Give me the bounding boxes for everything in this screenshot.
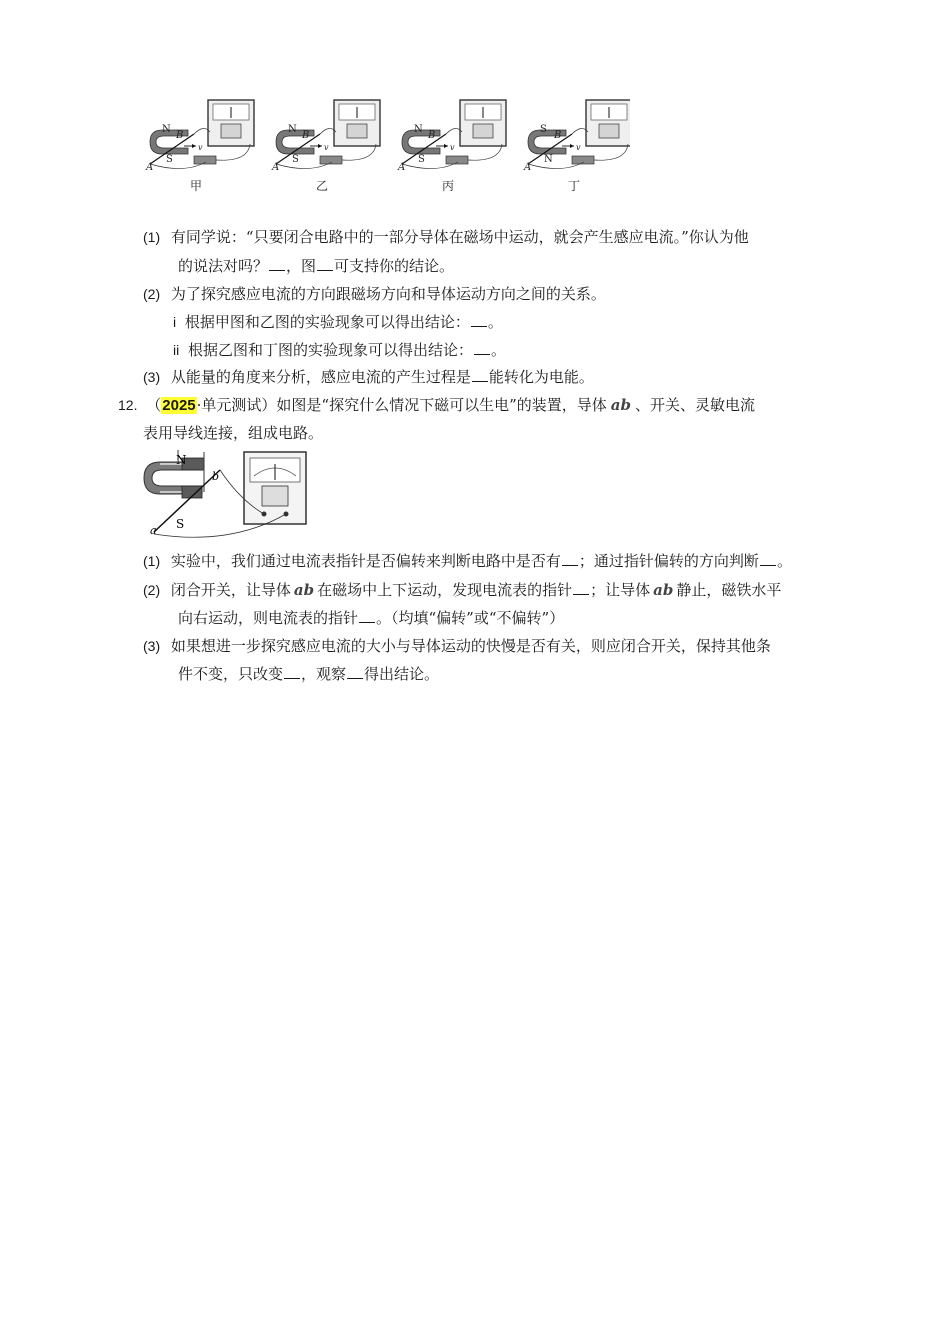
q12-rest1: 、开关、灵敏电流 (634, 396, 755, 414)
q12-part2-text-a: 闭合开关，让导体 (170, 581, 291, 599)
answer-blank[interactable] (474, 340, 490, 355)
answer-blank[interactable] (359, 608, 375, 623)
q12-part2-num: (2) (143, 582, 161, 598)
conductor-end-b-label: B (554, 130, 562, 141)
velocity-arrowhead (318, 144, 322, 148)
q12-part2-line2b: 。（均填“偏转”或“不偏转”） (376, 609, 565, 627)
conductor-end-b-label: B (428, 130, 436, 141)
q11-part2-text: 为了探究感应电流的方向跟磁场方向和导体运动方向之间的关系。 (170, 285, 606, 303)
velocity-arrowhead (192, 144, 196, 148)
magnet-top-pole-label: N (162, 124, 171, 135)
q12-source: ·单元测试）如图是“探究什么情况下磁可以生电”的装置，导体 (196, 396, 607, 414)
panel-label: 丁 (568, 179, 581, 193)
conductor-end-b-label: b (212, 470, 220, 483)
q11-part3-line (143, 367, 594, 387)
q12-part1-num: (1) (143, 553, 161, 569)
q11-part2-ii-text: 根据乙图和丁图的实验现象可以得出结论： (188, 341, 474, 359)
q11-part1-text1: 有同学说：“只要闭合电路中的一部分导体在磁场中运动，就会产生感应电流。”你认为他 (170, 228, 749, 246)
galvanometer-coil (347, 124, 367, 138)
magnet-bottom-pole-label: N (544, 154, 553, 165)
experiment-figure-top (140, 98, 630, 198)
q11-part1-text2c: 可支持你的结论。 (334, 257, 455, 275)
velocity-arrowhead (570, 144, 574, 148)
answer-blank[interactable] (760, 551, 776, 566)
magnet-n-label: N (176, 453, 187, 467)
q12-part3-line1 (143, 636, 771, 656)
q12-part3-line2b: ，观察 (301, 665, 347, 683)
velocity-label: v (576, 143, 581, 152)
q12-part3-line2a: 件不变，只改变 (178, 665, 284, 683)
velocity-label: v (450, 143, 455, 152)
q11-part2-line (143, 284, 606, 304)
q12-part1-text-b: ；通过指针偏转的方向判断 (578, 552, 759, 570)
q12-apparatus-figure (140, 450, 312, 540)
q12-part2-ab2: ab (653, 581, 674, 599)
q11-part3-num: (3) (143, 369, 161, 385)
galvanometer-coil (473, 124, 493, 138)
answer-blank[interactable] (269, 256, 285, 271)
q11-part1-line1 (143, 227, 749, 247)
q12-part2-text-c: ；让导体 (590, 581, 651, 599)
answer-blank[interactable] (284, 664, 300, 679)
q12-part2-ab: ab (293, 581, 315, 599)
q12-stem-line1 (118, 395, 755, 416)
q12-part2-line2a: 向右运动，则电流表的指针 (178, 609, 359, 627)
magnet-top-pole-label: S (540, 124, 547, 135)
q12-part2-line2 (178, 608, 564, 628)
q12-part1-text-c: 。 (776, 552, 792, 570)
conductor-end-a-label: a (150, 524, 157, 537)
conductor-end-b-label: B (302, 130, 310, 141)
panel-label: 乙 (316, 179, 329, 193)
q12-number: 12. (118, 397, 138, 413)
galvanometer-coil (599, 124, 619, 138)
panel-label: 甲 (190, 179, 203, 193)
q11-part2-ii-line (173, 340, 506, 360)
q12-open-paren: （ (146, 396, 162, 414)
panel-label: 丙 (442, 179, 455, 193)
velocity-label: v (198, 143, 203, 152)
magnet-bottom-pole-label: S (292, 154, 299, 165)
q12-part1-line (143, 551, 792, 571)
galvanometer-coil (221, 124, 241, 138)
q12-year-badge: 2025 (162, 397, 196, 414)
q12-part3-num: (3) (143, 638, 161, 654)
answer-blank[interactable] (472, 367, 488, 382)
answer-blank[interactable] (573, 580, 589, 595)
q12-part3-line2 (178, 664, 439, 684)
q11-part2-ii-num: ii (173, 342, 180, 358)
q12-stem-line2 (143, 423, 323, 443)
conductor-ab (154, 470, 220, 532)
q12-part2-line1 (143, 580, 781, 600)
magnet-bottom-pole-label: S (418, 154, 425, 165)
conductor-end-b-label: B (176, 130, 184, 141)
magnet-s-label: S (176, 517, 185, 531)
answer-blank[interactable] (347, 664, 363, 679)
q12-part1-text-a: 实验中，我们通过电流表指针是否偏转来判断电路中是否有 (170, 552, 561, 570)
q11-part1-num: (1) (143, 229, 161, 245)
velocity-label: v (324, 143, 329, 152)
q11-part2-num: (2) (143, 286, 161, 302)
conductor-end-a-label: A (272, 162, 280, 173)
experiment-figure-top-svg (140, 98, 630, 198)
magnet-bottom-pole-label: S (166, 154, 173, 165)
answer-blank[interactable] (562, 551, 578, 566)
answer-blank[interactable] (471, 312, 487, 327)
q11-part1-text2b: ，图 (286, 257, 317, 275)
q11-part2-i-end: 。 (487, 313, 503, 331)
magnet-top-pole-label: N (288, 124, 297, 135)
answer-blank[interactable] (317, 256, 333, 271)
q12-ab-symbol: ab (610, 396, 631, 414)
q12-part3-line2c: 得出结论。 (364, 665, 440, 683)
q11-part2-i-text: 根据甲图和乙图的实验现象可以得出结论： (184, 313, 470, 331)
q11-part3-text-a: 从能量的角度来分析，感应电流的产生过程是 (170, 368, 471, 386)
q11-part2-i-line (173, 312, 503, 332)
q12-part2-text-d: 静止，磁铁水平 (676, 581, 782, 599)
q12-apparatus-svg (140, 450, 312, 540)
conductor-end-a-label: A (524, 162, 532, 173)
conductor-end-a-label: A (398, 162, 406, 173)
q12-line2: 表用导线连接，组成电路。 (143, 424, 324, 442)
q11-part3-text-b: 能转化为电能。 (488, 368, 594, 386)
q11-part2-i-num: i (173, 314, 177, 330)
q12-part2-text-b: 在磁场中上下运动，发现电流表的指针 (317, 581, 573, 599)
q12-part3-text: 如果想进一步探究感应电流的大小与导体运动的快慢是否有关，则应闭合开关，保持其他条 (170, 637, 771, 655)
velocity-arrowhead (444, 144, 448, 148)
q11-part1-text2a: 的说法对吗？ (178, 257, 269, 275)
q11-part2-ii-end: 。 (491, 341, 507, 359)
conductor-end-a-label: A (146, 162, 154, 173)
galvanometer-coil (262, 486, 288, 506)
magnet-top-pole-label: N (414, 124, 423, 135)
q11-part1-line2 (178, 256, 454, 276)
